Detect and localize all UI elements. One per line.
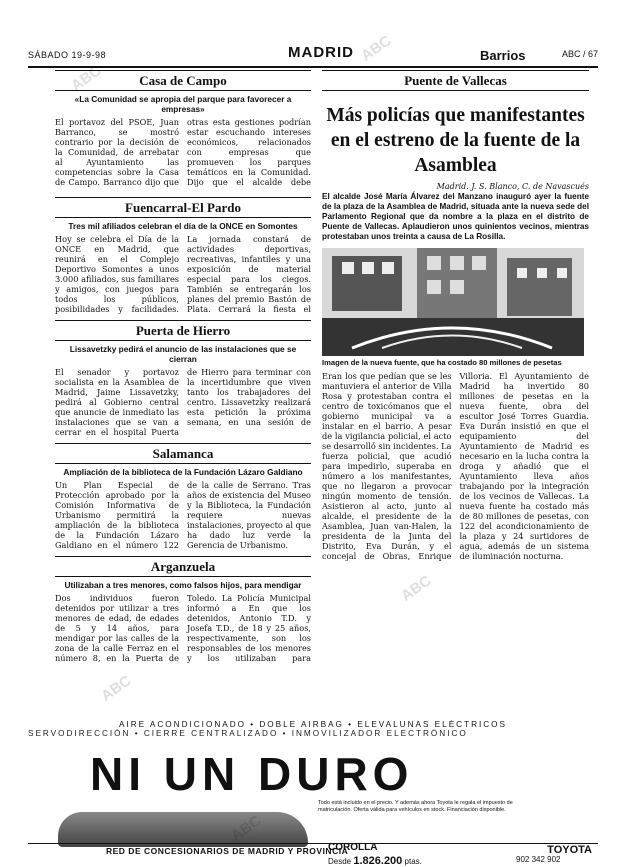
toyota-logo: TOYOTA — [547, 844, 592, 856]
feature-body: Eran los que pedían que se les mantuviera el anterior de Villa Rosa y protestaban contra el centro de toxicómanos que el gobierno municipal va a instalar en el barrio. A pesar de la vigilancia policial, el acto se desarrolló sin incidentes. La fuerza policial, que acudió para impedirlo, superaba en número a los manifestantes, que no llegaron a provocar ningún momento de tensión. Asistieron al acto, junto al alcalde, el presidente de la Asamblea, Juan van-Halen, la presidenta de la Junta del Distrito, Eva Durán, y el concejal de Obras, Enrique Villoria. El Ayuntamiento de Madrid ha invertido 80 millones de pesetas en la nueva fuente, obra del escultor José Torres Guardia. Eva Durán insistió en que el equipamiento del Ayuntamiento de Madrid es necesario en la lucha contra la droga y añadió que el Ayuntamiento lleva años trabajando por la integración de los vecinos de Vallecas. La nueva fuente ha costado más de 80 millones de pesetas, con 122 del acondicionamiento de la plaza y 24 surtidores de agua, además de un sistema de iluminación nocturna. — [322, 371, 589, 561]
car-image — [58, 812, 308, 847]
article-title: Casa de Campo — [55, 71, 311, 91]
feature-section: Puente de Vallecas — [322, 71, 589, 91]
ad-features-line1: AIRE ACONDICIONADO • DOBLE AIRBAG • ELEVALUNAS ELÉCTRICOS — [118, 720, 508, 729]
article-body: Dos individuos fueron detenidos por utilizar a tres menores de edad, de edades de 5 y 14 años, para mendigar por las calles de la zona de la calle Ferraz en el número 8, en la Puerta de Toledo. La Policía Municipal informó a En que los detenidos, Antonio T.D. y Josefa T.D., de 18 y 25 años, respectivamente, son los responsables de los menores y los utilizaban para — [55, 593, 311, 663]
ad-phone: 902 342 902 — [516, 855, 561, 864]
article-casa-de-campo — [55, 70, 311, 191]
feature-headline: Más policías que manifestantes en el estreno de la fuente de la Asamblea — [326, 105, 585, 176]
page-number: ABC / 67 — [561, 49, 598, 59]
ad-model: COROLLA — [328, 842, 378, 853]
article-salamanca — [55, 443, 311, 550]
article-body: Hoy se celebra el Día de la ONCE en Madrid, que reunirá en el Complejo Deportivo Somontes a unos 3.000 afiliados, sus familiares y amigos, con juegos para todos los públicos, posibilidades y facilidades. La jornada constará de actividades deportivas, recreativas, infantiles y una exposición de material especial para los ciegos. También se entregarán los planes del premio Bastón de Plata. Cerrará la fiesta el — [55, 234, 311, 314]
article-title: Fuencarral-El Pardo — [55, 198, 311, 218]
left-column — [55, 70, 311, 669]
article-puerta-de-hierro — [55, 320, 311, 437]
dealer-network: RED DE CONCESIONARIOS DE MADRID Y PROVINCIA — [106, 846, 349, 856]
toyota-advert — [28, 720, 598, 867]
section-title: MADRID — [288, 44, 354, 61]
watermark: ABC — [68, 62, 105, 95]
photo-caption: Imagen de la nueva fuente, que ha costado 80 millones de pesetas — [322, 358, 562, 367]
barrios-label: Barrios — [480, 48, 526, 63]
watermark: ABC — [358, 32, 395, 65]
ad-price: Desde 1.826.200 ptas. — [328, 855, 422, 867]
page-header — [28, 44, 598, 68]
ad-text: Todo está incluido en el precio. Y además ahora Toyota le regala el impuesto de matriculación. Oferta válida para vehículos en stock. Financiación disponible. — [318, 800, 513, 813]
right-column — [322, 70, 589, 687]
article-body: El portavoz del PSOE, Juan Barranco, se mostró contrario por la decisión de la Comunidad, de arrebatar al Ayuntamiento las competencias sobre la Casa de Campo. Barranco dijo que otras esta gestiones podrían estar escuchando intereses económicos, relacionados con empresas que promueven los parques temáticos en la Comunidad. Dijo que el alcalde debe — [55, 117, 311, 187]
article-title: Salamanca — [55, 444, 311, 464]
ad-features-line2: SERVODIRECCIÓN • CIERRE CENTRALIZADO • INMOVILIZADOR ELECTRÓNICO — [28, 729, 468, 738]
watermark: ABC — [228, 812, 265, 845]
ad-headline: NI UN DURO — [90, 748, 414, 800]
page-date: SÁBADO 19-9-98 — [28, 50, 107, 60]
article-title: Puerta de Hierro — [55, 321, 311, 341]
fountain-photo — [322, 248, 584, 356]
article-title: Arganzuela — [55, 557, 311, 577]
article-subtitle: Lissavetzky pedirá el anuncio de las instalaciones que se cierran — [69, 344, 297, 364]
article-arganzuela — [55, 556, 311, 663]
feature-byline: Madrid. J. S. Blanco, C. de Navascués — [436, 182, 589, 191]
article-subtitle: Ampliación de la biblioteca de la Fundación Lázaro Galdiano — [63, 467, 303, 477]
watermark: ABC — [398, 572, 435, 605]
dealer-footer — [28, 843, 598, 858]
article-subtitle: Utilizaban a tres menores, como falsos hijos, para mendigar — [64, 580, 302, 590]
article-fuencarral — [55, 197, 311, 314]
article-body: El senador y portavoz socialista en la Asamblea de Madrid, Jaime Lissavetzky, pedirá al Gobierno central que anuncie de inmediato las instalaciones que se van a cerrar en el hospital Puerta de Hierro para terminar con la incertidumbre que viven tanto los trabajadores del centro. Lissavetzky realizará esta petición la próxima semana, en una sesión de — [55, 367, 311, 437]
fountain-image — [322, 248, 584, 356]
watermark: ABC — [98, 672, 135, 705]
article-subtitle: Tres mil afiliados celebran el día de la ONCE en Somontes — [68, 221, 298, 231]
article-subtitle: «La Comunidad se apropia del parque para favorecer a empresas» — [74, 94, 292, 114]
feature-lead: El alcalde José María Álvarez del Manzano inauguró ayer la fuente de la plaza de la Asamblea de Madrid, situada ante la nueva sede del Parlamento Regional que da nombre a la plaza en el distrito de Puente de Vallecas. Aplaudieron unos quinientos vecinos, mientras protestaban unos treinta a causa de La Rosilla. — [322, 192, 589, 241]
article-body: Un Plan Especial de Protección aprobado por la Comisión Informativa de Urbanismo permitirá la ampliación de la biblioteca de la Fundación Lázaro Galdiano en el número 122 de la calle de Serrano. Tras años de existencia del Museo y la Biblioteca, la Fundación requiere nuevas instalaciones, proyecto al que ha dado luz verde la Gerencia de Urbanismo. — [55, 480, 311, 550]
feature-article — [322, 70, 589, 681]
